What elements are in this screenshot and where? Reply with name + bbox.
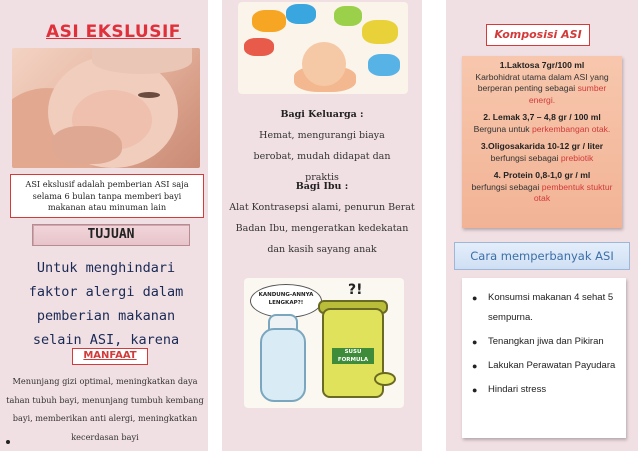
komposisi-item-text: Karbohidrat utama dalam ASI yang berperan penting sebagai [475,71,609,93]
cara-list [462,278,626,438]
komposisi-item [466,60,618,106]
keluarga-heading: Bagi Keluarga : [280,109,364,120]
komposisi-item-text: Berguna untuk [473,123,532,134]
list-item [472,356,618,376]
bullet-icon: ● [472,361,478,371]
komposisi-box [462,56,622,228]
list-item-text: Tenangkan jiwa dan Pikiran [488,336,604,347]
list-item [472,332,618,352]
cartoon-detail [302,42,346,86]
photo-detail [138,92,160,98]
milk-bottle-icon [260,328,306,402]
cartoon-detail [244,38,274,56]
ibu-section [222,176,422,260]
cara-heading: Cara memperbanyak ASI [454,242,630,270]
komposisi-item-highlight: prebiotik [560,152,594,163]
list-item-text: Lakukan Perawatan Payudara [488,360,616,371]
question-mark: ?! [348,282,363,298]
list-item [472,288,618,328]
komposisi-item-head: 1.Laktosa 7gr/100 ml [499,60,585,70]
photo-detail [52,126,122,164]
cartoon-detail [368,54,400,76]
speech-bubble: KANDUNG-ANNYA LENGKAP?! [250,284,322,318]
can-label: SUSU FORMULA [332,348,374,364]
stray-bullet [6,440,10,444]
komposisi-item [466,170,618,205]
photo-detail [92,48,192,74]
ibu-text: Alat Kontrasepsi alami, penurun Berat Badan Ibu, mengeratkan kedekatan dan kasih sayang anak [229,202,415,255]
list-item [472,380,618,400]
bullet-icon: ● [472,337,478,347]
komposisi-item-head: 2. Lemak 3,7 – 4,8 gr / 100 ml [483,112,601,122]
komposisi-item [466,112,618,135]
cartoon-detail [362,20,398,44]
scoop-icon [374,372,396,386]
tujuan-text: Untuk menghindari faktor alergi dalam pemberian makanan selain ASI, karena [28,260,184,348]
komposisi-item-highlight: sumber energi. [528,83,607,105]
komposisi-item-text: berfungsi sebagai [490,152,561,163]
bullet-icon: ● [472,385,478,395]
ibu-heading: Bagi Ibu : [295,181,349,192]
keluarga-text: Hemat, mengurangi biaya berobat, mudah didapat dan praktis [253,130,391,183]
cartoon-detail [252,10,286,32]
komposisi-item-highlight: pembentuk stuktur otak [533,181,613,203]
cartoon-detail [286,4,316,24]
manfaat-heading: MANFAAT [72,348,148,365]
list-item-text: Hindari stress [488,384,547,395]
komposisi-item-head: 4. Protein 0,8-1,0 gr / ml [493,170,591,180]
manfaat-text: Menunjang gizi optimal, meningkatkan daya tahan tubuh bayi, menunjang tumbuh kembang bayi, memberikan anti alergi, meningkatkan kecerdasan bayi [6,376,204,442]
page-title: ASI EKSLUSIF [46,22,181,42]
komposisi-heading: Komposisi ASI [486,24,590,46]
breastfeeding-photo [12,48,200,168]
komposisi-item-highlight: perkembangan otak. [531,123,611,134]
list-item-text: Konsumsi makanan 4 sehat 5 sempurna. [488,292,614,323]
cartoon-detail [334,6,362,26]
formula-vs-milk-illustration [244,278,404,408]
komposisi-item-text: berfungsi sebagai [471,181,542,192]
tujuan-heading: TUJUAN [32,224,190,246]
bullet-icon: ● [472,293,478,303]
komposisi-item-head: 3.Oligosakarida 10-12 gr / liter [480,141,604,151]
definition-box: ASI ekslusif adalah pemberian ASI saja selama 6 bulan tanpa memberi bayi makanan atau minuman lain [10,174,204,218]
cartoon-baby-image [238,2,408,94]
komposisi-item [466,141,618,164]
